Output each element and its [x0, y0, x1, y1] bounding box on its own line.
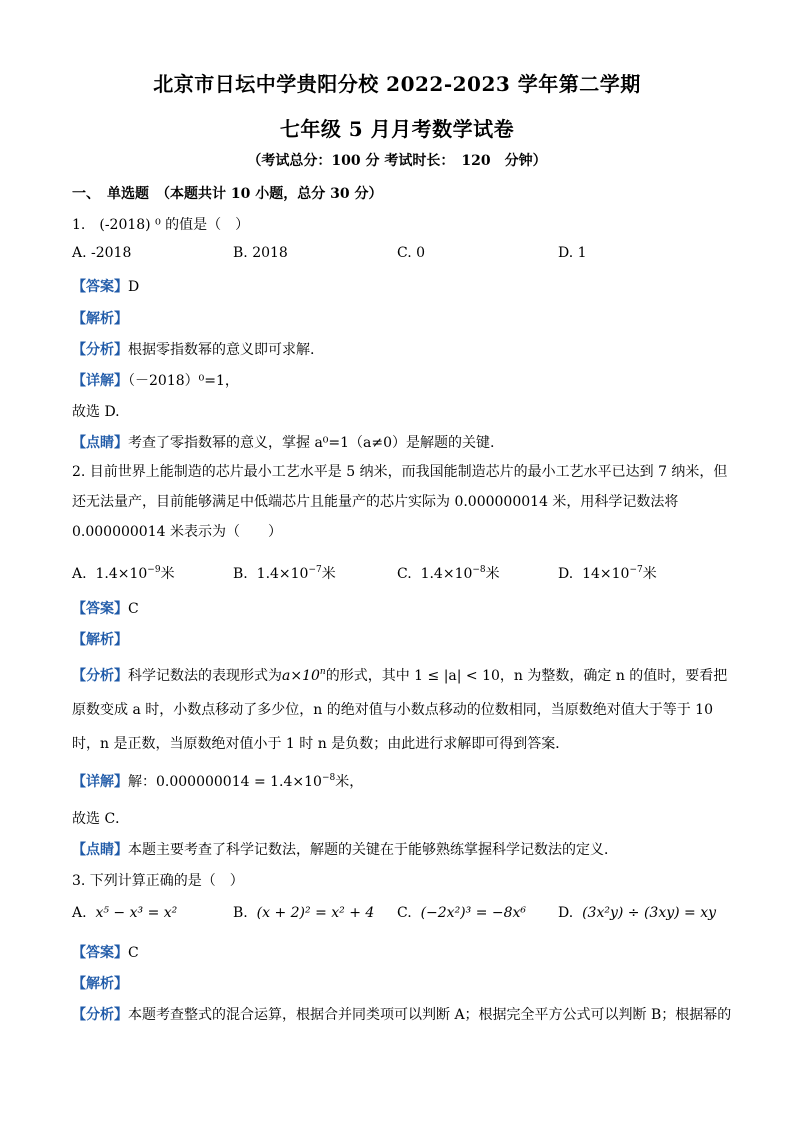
- exam-info: （考试总分：100 分 考试时长： 120 分钟）: [247, 153, 547, 169]
- q3-fenxi: 【分析】本题考查整式的混合运算，根据合并同类项可以判断 A；根据完全平方公式可以判断 B；根据幂的: [72, 1007, 732, 1023]
- q1-option-d: D. 1: [558, 245, 587, 261]
- q1-fenxi: [72, 339, 732, 359]
- q3-analysis-tag: 【解析】: [72, 976, 128, 992]
- q1-choice: 故选 D.: [72, 404, 120, 420]
- q1-analysis-tag: [72, 308, 732, 328]
- q1-stem: 1. (-2018) ⁰ 的值是（ ）: [72, 217, 250, 233]
- xiangjie-tag: 【详解】: [72, 373, 128, 389]
- q1-option-c: C. 0: [397, 245, 426, 261]
- q2-analysis-tag: 【解析】: [72, 632, 128, 648]
- q1-answer-value: D: [128, 279, 140, 295]
- q1-xiangjie: [72, 370, 732, 390]
- title-line-1: 北京市日坛中学贵阳分校 2022-2023 学年第二学期: [153, 72, 641, 96]
- q2-choice: 故选 C．: [72, 811, 130, 827]
- q2-option-d: D. $14\times 10^{-7}$米: [558, 565, 657, 582]
- q3-option-a: A. x⁵ − x³ = x²: [72, 905, 178, 921]
- q2-option-c: C. $1.4\times 10^{-8}$米: [397, 565, 500, 582]
- q1-option-b: B. 2018: [233, 245, 288, 261]
- q3-answer: 【答案】C: [72, 945, 139, 961]
- analysis-tag: 【解析】: [72, 311, 128, 327]
- q2-dianjing: 【点睛】本题主要考查了科学记数法，解题的关键在于能够熟练掌握科学记数法的定义．: [72, 842, 618, 858]
- q2-stem: 2. 目前世界上能制造的芯片最小工艺水平是 5 纳米，而我国能制造芯片的最小工艺水平已达到 7 纳米，但还无法量产，目前能够满足中低端芯片且能量产的芯片实际为 0.000000014 米，用科学记数法将 0.000000014 米表示为（ ）: [72, 464, 728, 540]
- q1-xiangjie-text: （－2018）⁰=1，: [128, 373, 239, 389]
- q3-option-d: D. (3x²y) ÷ (3xy) = xy: [558, 905, 717, 921]
- section-heading: 一、 单选题 （本题共计 10 小题，总分 30 分）: [72, 186, 383, 202]
- title-line-2: 七年级 5 月月考数学试卷: [279, 117, 515, 141]
- q2-fenxi: 【分析】科学记数法的表现形式为$a\times 10^n$的形式，其中 1 ≤ |a| < 10，n 为整数，确定 n 的值时，要看把原数变成 a 时，小数点移动了多少位，n 的绝对值与小数点移动的位数相同，当原数绝对值大于等于 10 时，n 是正数，当原数绝对值小于 1 时 n 是负数；由此进行求解即可得到答案．: [72, 667, 728, 752]
- q2-answer-value: C: [128, 601, 139, 617]
- q2-sci-form: $a\times 10^n$: [282, 667, 326, 684]
- q3-stem: 3. 下列计算正确的是（ ）: [72, 873, 244, 889]
- q3-answer-value: C: [128, 945, 139, 961]
- answer-tag: 【答案】: [72, 279, 128, 295]
- q1-fenxi-text: 根据零指数幂的意义即可求解.: [128, 342, 315, 358]
- q2-option-a: A. $1.4\times 10^{-9}$米: [72, 565, 175, 582]
- q1-answer: [72, 276, 732, 296]
- q2-answer: 【答案】C: [72, 601, 139, 617]
- q1-dianjing-text: 考查了零指数幂的意义，掌握 a⁰=1（a≠0）是解题的关键.: [128, 435, 495, 451]
- dianjing-tag: 【点睛】: [72, 435, 128, 451]
- fenxi-tag: 【分析】: [72, 342, 128, 358]
- q1-option-a: A. -2018: [72, 245, 132, 261]
- q1-dianjing: [72, 432, 732, 452]
- q3-option-b: B. (x + 2)² = x² + 4: [233, 905, 375, 921]
- q3-option-c: C. (−2x²)³ = −8x⁶: [397, 905, 527, 921]
- q2-option-b: B. $1.4\times 10^{-7}$米: [233, 565, 336, 582]
- q2-xiangjie: 【详解】解：$0.000000014 = 1.4\times 10^{-8}$米，: [72, 773, 364, 790]
